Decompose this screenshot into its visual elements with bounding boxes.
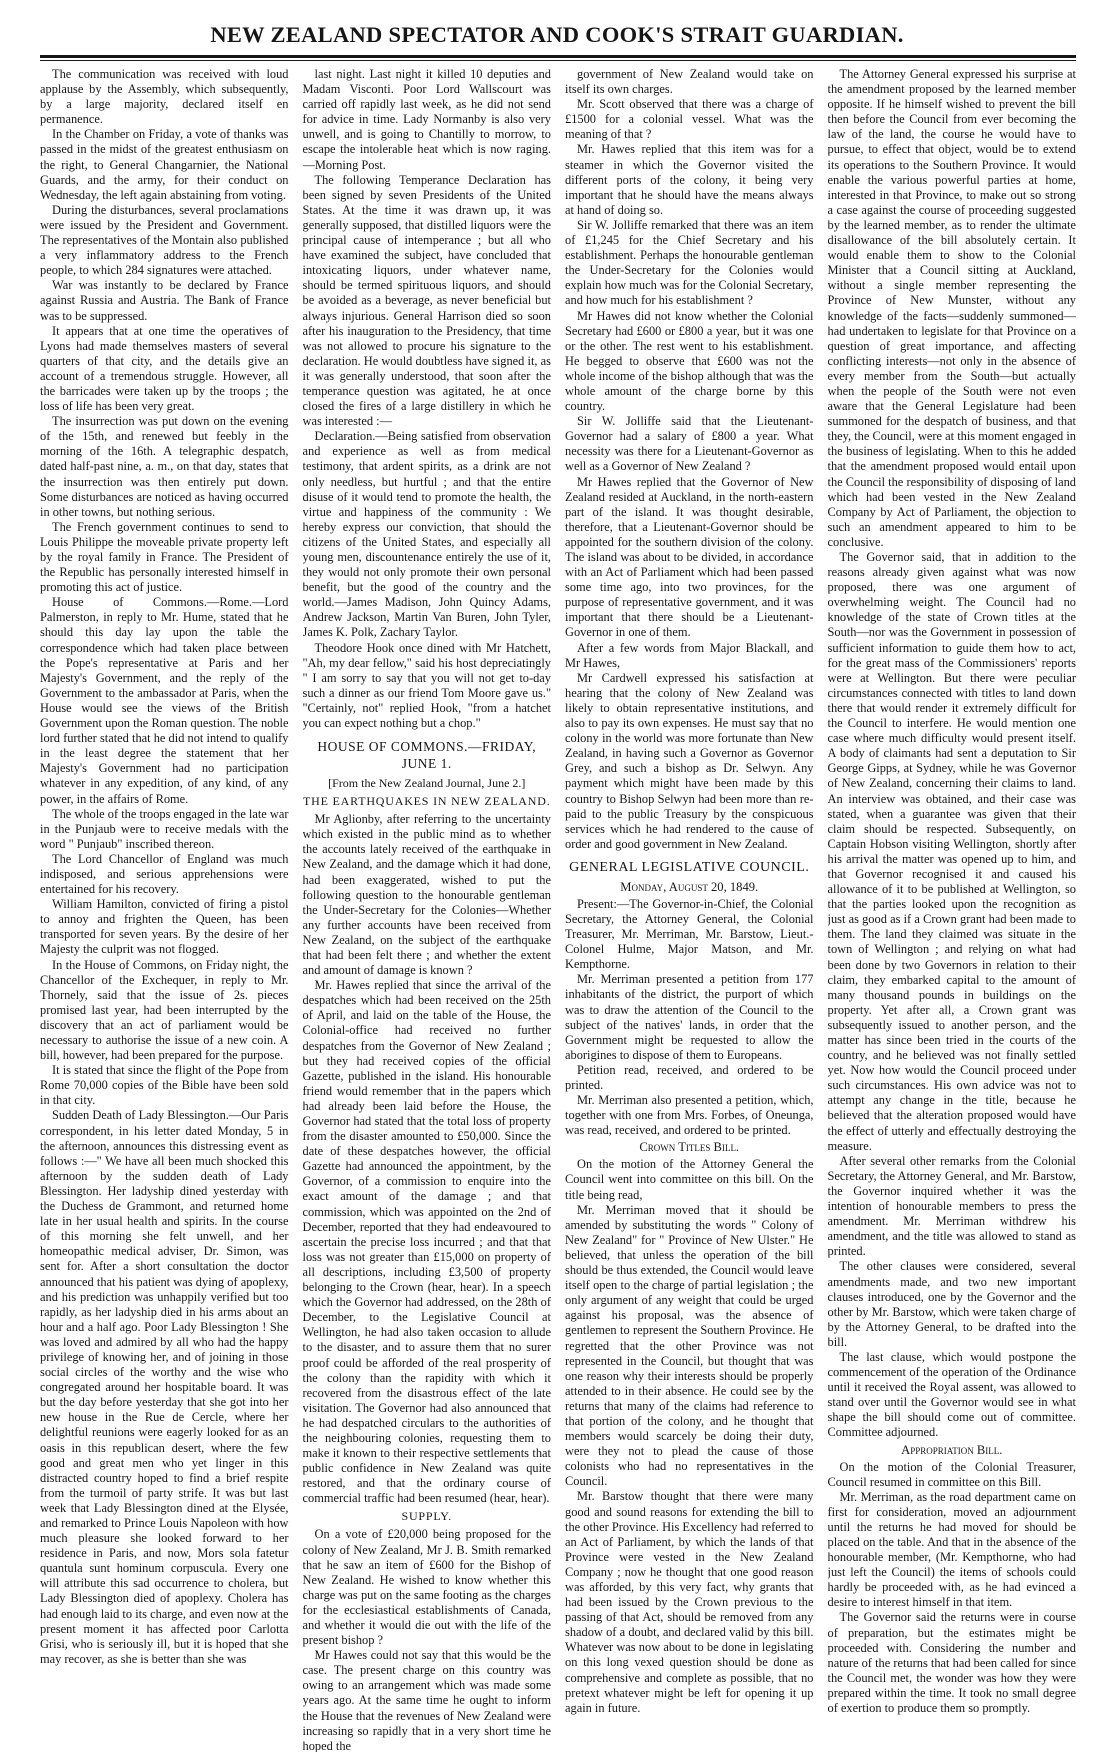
date-line: Monday, August 20, 1849. <box>620 879 759 894</box>
paragraph: House of Commons.—Rome.—Lord Palmerston, in reply to Mr. Hume, stated that he should this day lay upon the table the correspondence which had taken place between the Pope's representative at Paris and her Majesty's Government, and the reply of the Government to the ambassador at Paris, when the House would see the views of the British Government upon the Roman question. The noble lord further stated that he did not intend to qualify in the least degree the statement that her Majesty's Government had no participation whatever in any expedition, of any kind, of any power, in the affairs of Rome. <box>40 595 289 806</box>
paragraph: Sir W. Jolliffe said that the Lieutenant-Governor had a salary of £800 a year. What necessity was there for a Lieutenant-Governor as well as a Governor of New Zealand ? <box>565 414 814 474</box>
paragraph: On the motion of the Colonial Treasurer, Council resumed in committee on this Bill. <box>827 1459 1076 1489</box>
paragraph: The communication was received with loud applause by the Assembly, which subsequently, by a large majority, declared itself en permanence. <box>40 67 289 127</box>
paragraph: Mr Cardwell expressed his satisfaction at hearing that the colony of New Zealand was likely to obtain representative institutions, and also to pay its own expenses. He must say that no colony in the world was more fortunate than New Zealand, in having such a Governor as Governor Grey, and such a bishop as Dr. Selwyn. Any payment which might have been made by this country to Bishop Selwyn had been more than re-paid to the public Treasury by the conspicuous services which he had rendered to the cause of order and good government in New Zealand. <box>565 670 814 851</box>
paragraph: After several other remarks from the Colonial Secretary, the Attorney General, and Mr. Barstow, the Governor inquired whether it was the intention of honourable members to press the amendment. Mr. Merriman withdrew his amendment, and the title was allowed to stand as printed. <box>827 1153 1076 1259</box>
paragraph: On the motion of the Attorney General the Council went into committee on this bill. On the title being read, <box>565 1157 814 1202</box>
paragraph: Mr Aglionby, after referring to the uncertainty which existed in the public mind as to whether the accounts lately received of the earthquake in New Zealand, and the damage which it had done, had been exaggerated, wished to put the following question to the honourable gentleman the Under-Secretary for the Colonies—Whether any further accounts have been received from New Zealand, on the subject of the earthquake that had been felt there ; and whether the extent and amount of damage is known ? <box>302 812 551 978</box>
paragraph: Mr. Hawes replied that this item was for a steamer in which the Governor visited the different ports of the colony, it being very important that he should have the means always at hand of doing so. <box>565 142 814 217</box>
paragraph: The whole of the troops engaged in the late war in the Punjaub were to receive medals with the word " Punjaub" inscribed thereon. <box>40 806 289 851</box>
paragraph: Mr. Merriman also presented a petition, which, together with one from Mrs. Forbes, of Oneunga, was read, received, and ordered to be printed. <box>565 1093 814 1138</box>
paragraph: Mr. Merriman moved that it should be amended by substituting the words " Colony of New Zealand" for " Province of New Ulster." He believed, that unless the operation of the bill should be thus extended, the Council would leave itself open to the charge of partial legislation ; the only argument of any weight that could be urged against his proposal, was the absence of gentlemen to represent the Southern Province. He regretted that the other Province was not represented in the Council, but thought that was one reason why their interests should be properly attended to in their absence. He could see by the returns that many of the claims had reference to that portion of the colony, and he thought that members would scarcely be doing their duty, were they not to plead the cause of those colonists who had no representatives in the Council. <box>565 1202 814 1489</box>
paragraph: War was instantly to be declared by France against Russia and Austria. The Bank of France was to be suppressed. <box>40 278 289 323</box>
masthead-rule-thick <box>40 55 1076 58</box>
paragraph: Mr. Scott observed that there was a charge of £1500 for a colonial vessel. What was the meaning of that ? <box>565 97 814 142</box>
sub-heading: SUPPLY. <box>401 1509 453 1524</box>
masthead-rule-thin <box>40 60 1076 61</box>
paragraph: The French government continues to send to Louis Philippe the moveable private property left by the royal family in France. The President of the Republic has personally interested himself in promoting this act of justice. <box>40 519 289 595</box>
paragraph: The Lord Chancellor of England was much indisposed, and serious apprehensions were entertained for his recovery. <box>40 851 289 897</box>
column-4 <box>828 67 1077 1752</box>
paragraph: Mr Hawes replied that the Governor of New Zealand resided at Auckland, in the north-eastern part of the island. It was thought desirable, therefore, that a Lieutenant-Governor should be appointed for the southern division of the colony. The island was about to be divided, in accordance with an Act of Parliament which had been passed some time ago, into two provinces, for the purpose of representative government, and it was important that there should be a Lieutenant-Governor in one of them. <box>565 474 814 640</box>
paragraph: Mr. Hawes replied that since the arrival of the despatches which had been received on the 25th of April, and laid on the table of the House, the Colonial-office had received no further despatches from the Governor of New Zealand ; but they had received copies of the official Gazette, published in the island. His honourable friend would remember that in the papers which had already been laid before the House, the Governor had stated that the total loss of property from the disaster amounted to £50,000. Since the date of these despatches however, the official Gazette had announced the appointment, by the Governor, of a commission to enquire into the exact amount of the damage ; and that commission, which was appointed on the 2nd of December, reported that they had endeavoured to ascertain the precise loss incurred ; and that that loss was not greater than £15,000 on property of all descriptions, including £3,500 of property belonging to the Crown (hear, hear). In a speech which the Governor had addressed, on the 28th of December, to the Legislative Council at Wellington, he had also taken occasion to allude to the disaster, and to assure them that no surer proof could be afforded of the real prosperity of the colony than the rapidity with which it recovered from the disastrous effect of the late visitation. The Governor had also announced that he had despatched circulars to the authorities of the neighbouring colonies, requesting them to make it known to their respective settlements that public confidence in New Zealand was quite restored, and that the ordinary course of commercial traffic had been resumed (hear, hear). <box>302 978 551 1506</box>
column-1 <box>40 67 289 1752</box>
paragraph: After a few words from Major Blackall, and Mr Hawes, <box>565 640 814 670</box>
paragraph: Present:—The Governor-in-Chief, the Colonial Secretary, the Attorney General, the Colonial Treasurer, Mr. Merriman, Mr. Barstow, Lieut.-Colonel Hulme, Major Matson, and Mr. Kempthorne. <box>565 896 814 972</box>
paragraph: It is stated that since the flight of the Pope from Rome 70,000 copies of the Bible have been sold in that city. <box>40 1063 289 1108</box>
paragraph: In the Chamber on Friday, a vote of thanks was passed in the midst of the greatest enthusiasm on the right, to General Changarnier, the National Guards, and the army, for their conduct on Wednesday, the left again abstaining from voting. <box>40 127 289 202</box>
column-3 <box>565 67 814 1752</box>
paragraph: Sir W. Jolliffe remarked that there was an item of £1,245 for the Chief Secretary and his establishment. Perhaps the honourable gentleman the Under-Secretary for the Colonies would explain how much was for the Colonial Secretary, and how much for his establishment ? <box>565 217 814 308</box>
paragraph: The other clauses were considered, several amendments made, and two new important clauses introduced, one by the Governor and the other by Mr. Barstow, which were taken charge of by the Attorney General, to be drafted into the bill. <box>827 1259 1076 1349</box>
paragraph: The last clause, which would postpone the commencement of the operation of the Ordinance until it received the Royal assent, was allowed to stand over until the Governor would see in what shape the bill should come out of committee. Committee adjourned. <box>827 1349 1076 1440</box>
paragraph: Theodore Hook once dined with Mr Hatchett, "Ah, my dear fellow," said his host depreciatingly " I am sorry to say that you will not get to-day such a dinner as our friend Tom Moore gave us." "Certainly, not" replied Hook, "from a hatchet you can expect nothing but a chop." <box>302 640 551 731</box>
paragraph: government of New Zealand would take on itself its own charges. <box>565 67 814 97</box>
paragraph: Mr Hawes could not say that this would be the case. The present charge on this country was owing to an arrangement which was made some years ago. At the same time he ought to inform the House that the revenues of New Zealand were increasing so rapidly that in a very short time he hoped the <box>302 1648 551 1752</box>
paragraph: It appears that at one time the operatives of Lyons had made themselves masters of several quarters of that city, and the details give an account of a tremendous struggle. However, all the barricades were taken up by the troops ; the loss of life has been very great. <box>40 323 289 414</box>
paragraph: The following Temperance Declaration has been signed by seven Presidents of the United States. At the time it was drawn up, it was generally supposed, that distilled liquors were the principal cause of intemperance ; but all who have examined the subject, have concluded that intoxicating liquors, under whatever name, should be termed spirituous liquors, and should be avoided as a beverage, as never beneficial but always injurious. General Harrison died so soon after his inauguration to the Presidency, that time was not allowed to procure his signature to the declaration. He would doubtless have signed it, as it was generally understood, that soon after the temperance question was agitated, he at once closed the fires of a large distillery in which he was interested :— <box>302 172 551 429</box>
paragraph: The Governor said, that in addition to the reasons already given against what was now proposed, there was one argument of overwhelming weight. The Council had no knowledge of the state of Crown titles at the South—nor was the Government in possession of sufficient information to guide them how to act, for the great mass of the Commissioners' reports were at Wellington. But there were peculiar circumstances connected with titles to land down there that would render it extremely difficult for the Council to interfere. He would mention one case where much difficulty would present itself. A body of claimants had sent a deputation to Sir George Gipps, at Sydney, while he was Governor of New Zealand, concerning their claims to land. An interview was obtained, and their case was stated, when a guarantee was given that their claim should be respected. Subsequently, on Captain Hobson visiting Wellington, shortly after his arrival the matter was opened up to him, and that Governor recognised it and caused his allowance of it to be published at Wellington, so that the parties looked upon the recognition as just as good as if a Crown grant had been made to them. The land they claimed was situate in the town of Wellington ; and relying on what had been done by two Governors in relation to their claim, they embarked capital to the amount of many thousand pounds in buildings on the property. Yet after all, a Crown grant was subsequently issued to another person, and the matter has since been tried in the courts of the country, and he believed was not finally settled yet. Now how would the Council proceed under such circumstances. His own advice was not to attempt any change in the title, because he believed that the alteration proposed would have the effect of utterly and effectually destroying the measure. <box>827 550 1076 1153</box>
article-columns <box>40 67 1076 1752</box>
section-heading: GENERAL LEGISLATIVE COUNCIL. <box>569 859 810 875</box>
sub-heading: Appropriation Bill. <box>901 1442 1003 1457</box>
column-2 <box>303 67 552 1752</box>
paragraph: Mr Hawes did not know whether the Colonial Secretary had £600 or £800 a year, but it was one or the other. The rest went to his establishment. He begged to observe that £600 was not the whole income of the bishop although that was the whole amount of the charge borne by this country. <box>565 308 814 414</box>
paragraph: Sudden Death of Lady Blessington.—Our Paris correspondent, in his letter dated Monday, 5 in the afternoon, announces this distressing event as follows :—" We have all been much shocked this afternoon by the sudden death of Lady Blessington. Her ladyship dined yesterday with the Duchess de Grammont, and returned home late in her usual health and spirits. In the course of this morning she felt unwell, and her homeopathic medical adviser, Dr. Simon, was sent for. After a short consultation the doctor announced that his patient was dying of apoplexy, and his prediction was unhappily verified but too rapidly, as her ladyship died in his arms about an hour and a half ago. Poor Lady Blessington ! She was loved and admired by all who had the happy privilege of knowing her, and of joining in those social circles of the worthy and the wise who congregated around her hospitable board. It was but the day before yesterday that she got into her new house in the Rue de Cercle, where her delightful reunions were eagerly looked for as an oasis in this republican desert, where the few good and great men who yet linger in this distracted country hoped to find a brief respite from the turmoil of party strife. It was but last week that Lady Blessington dined at the Elysée, and remarked to Prince Louis Napoleon with how much pleasure she looked forward to her residence in Paris, and now, Mors sola fatetur quantula sunt hominum corpuscula. Every one will attribute this sad occurrence to cholera, but Lady Blessington died of apoplexy. Cholera has had enough laid to its charge, and even now at the present moment it has affected poor Carlotta Grisi, who is seriously ill, but it is hoped that she may recover, as she is better than she was <box>40 1108 289 1666</box>
paragraph: On a vote of £20,000 being proposed for the colony of New Zealand, Mr J. B. Smith remarked that he saw an item of £600 for the Bishop of New Zealand. He wished to know whether this charge was put on the same footing as the charges for the ecclesiastical establishments of Canada, and whether it would die out with the life of the present bishop ? <box>302 1527 551 1648</box>
newspaper-masthead: NEW ZEALAND SPECTATOR AND COOK'S STRAIT GUARDIAN. <box>210 22 904 47</box>
paragraph: The Attorney General expressed his surprise at the amendment proposed by the learned member opposite. If he himself wished to prevent the bill then before the Council from ever becoming the law of the land, the course he would have to pursue, to effect that object, would be to extend its operations to the Southern Province. It would enable the various powerful parties at home, interested in that Province, to make out so strong a case against the course of proceeding suggested by the learned member, as to render the ultimate disallowance of the bill absolutely certain. It would enable them to show to the Colonial Minister that a Council sitting at Auckland, without a single member representing the Province of New Munster, without any knowledge of the facts—suddenly summoned—had undertaken to legislate for that Province on a question of great importance, and affecting conflicting interests—not only in the absence of every member from the South—but actually when the people of the South were not even aware that the General Legislature had been summoned for the despatch of business, and that they, the Council, were at this moment engaged in the business of legislating. When to this he added that the amendment proposed would entail upon the Council the responsibility of disposing of land which had been vested in the New Zealand Company by Act of Parliament, the objection to such an amendment appeared to him to be conclusive. <box>827 67 1076 549</box>
section-heading: HOUSE OF COMMONS.—FRIDAY, JUNE 1. <box>317 739 537 772</box>
paragraph: Declaration.—Being satisfied from observation and experience as well as from medical testimony, that ardent spirits, as a drink are not only needless, but hurtful ; and that the entire disuse of it would tend to promote the health, the virtue and happiness of the community : We hereby express our conviction, that should the citizens of the United States, and especially all young men, discountenance entirely the use of it, they would not only promote their own personal benefit, but the good of the country and the world.—James Madison, John Quincy Adams, Andrew Jackson, Martin Van Buren, John Tyler, James K. Polk, Zachary Taylor. <box>302 429 551 640</box>
paragraph: Petition read, received, and ordered to be printed. <box>565 1062 814 1092</box>
sub-heading: THE EARTHQUAKES IN NEW ZEALAND. <box>303 794 551 809</box>
paragraph: Mr. Merriman presented a petition from 177 inhabitants of the district, the purport of which was to draw the attention of the Council to the subject of the natives' lands, in order that the Government might be requested to allow the aborigines to dispose of them to Europeans. <box>565 972 814 1062</box>
paragraph: last night. Last night it killed 10 deputies and Madam Visconti. Poor Lord Wallscourt was carried off rapidly last week, as he did not send for advice in time. Lady Normanby is also very unwell, and is going to Chantilly to morrow, to escape the intolerable heat which is now raging.—Morning Post. <box>302 67 551 172</box>
paragraph: The Governor said the returns were in course of preparation, but the estimates might be proceeded with. Considering the number and nature of the returns that had been called for since the Council met, the wonder was how they were prepared within the time. It took no small degree of exertion to produce them so promptly. <box>827 1610 1076 1716</box>
paragraph: During the disturbances, several proclamations were issued by the President and Government. The representatives of the Montain also published a very inflammatory address to the French people, to which 284 signatures were attached. <box>40 202 289 278</box>
paragraph: The insurrection was put down on the evening of the 15th, and renewed but feebly in the morning of the 16th. A telegraphic despatch, dated half-past nine, a. m., on that day, states that the insurrection was then entirely put down. Some disturbances are noticed as having occurred in other towns, but nothing serious. <box>40 414 289 519</box>
paragraph: Mr. Merriman, as the road department came on first for consideration, moved an adjournment until the returns he had moved for should be placed on the table. And that in the absence of the honourable member, (Mr. Kempthorne, who had just left the Council) the items of schools could hardly be proceeded with, as he had evinced a desire to interest himself in that item. <box>827 1489 1076 1610</box>
paragraph: Mr. Barstow thought that there were many good and sound reasons for extending the bill to the other Province. His Excellency had referred to an Act of Parliament, by which the lands of that Province were vested in the New Zealand Company ; now he thought that one good reason was afforded, by this very fact, why grants that had been issued by the Crown previous to the passing of that Act, should be removed from any shadow of a doubt, and declared valid by this bill. Whatever was now about to be done in legislating on this long vexed question should be done as comprehensive and complete as possible, that no pretext whatever might be left for opening it up again in future. <box>565 1489 814 1715</box>
paragraph: William Hamilton, convicted of firing a pistol to annoy and frighten the Queen, has been transported for seven years. By the desire of her Majesty the culprit was not flogged. <box>40 897 289 957</box>
sub-heading: Crown Titles Bill. <box>639 1140 740 1155</box>
source-note: [From the New Zealand Journal, June 2.] <box>328 776 526 791</box>
paragraph: In the House of Commons, on Friday night, the Chancellor of the Exchequer, in reply to Mr. Thornely, said that the issue of 2s. pieces promised last year, had been interrupted by the discovery that an act of parliament would be necessary to authorise the issue of a new coin. A bill, however, had been prepared for the purpose. <box>40 957 289 1063</box>
